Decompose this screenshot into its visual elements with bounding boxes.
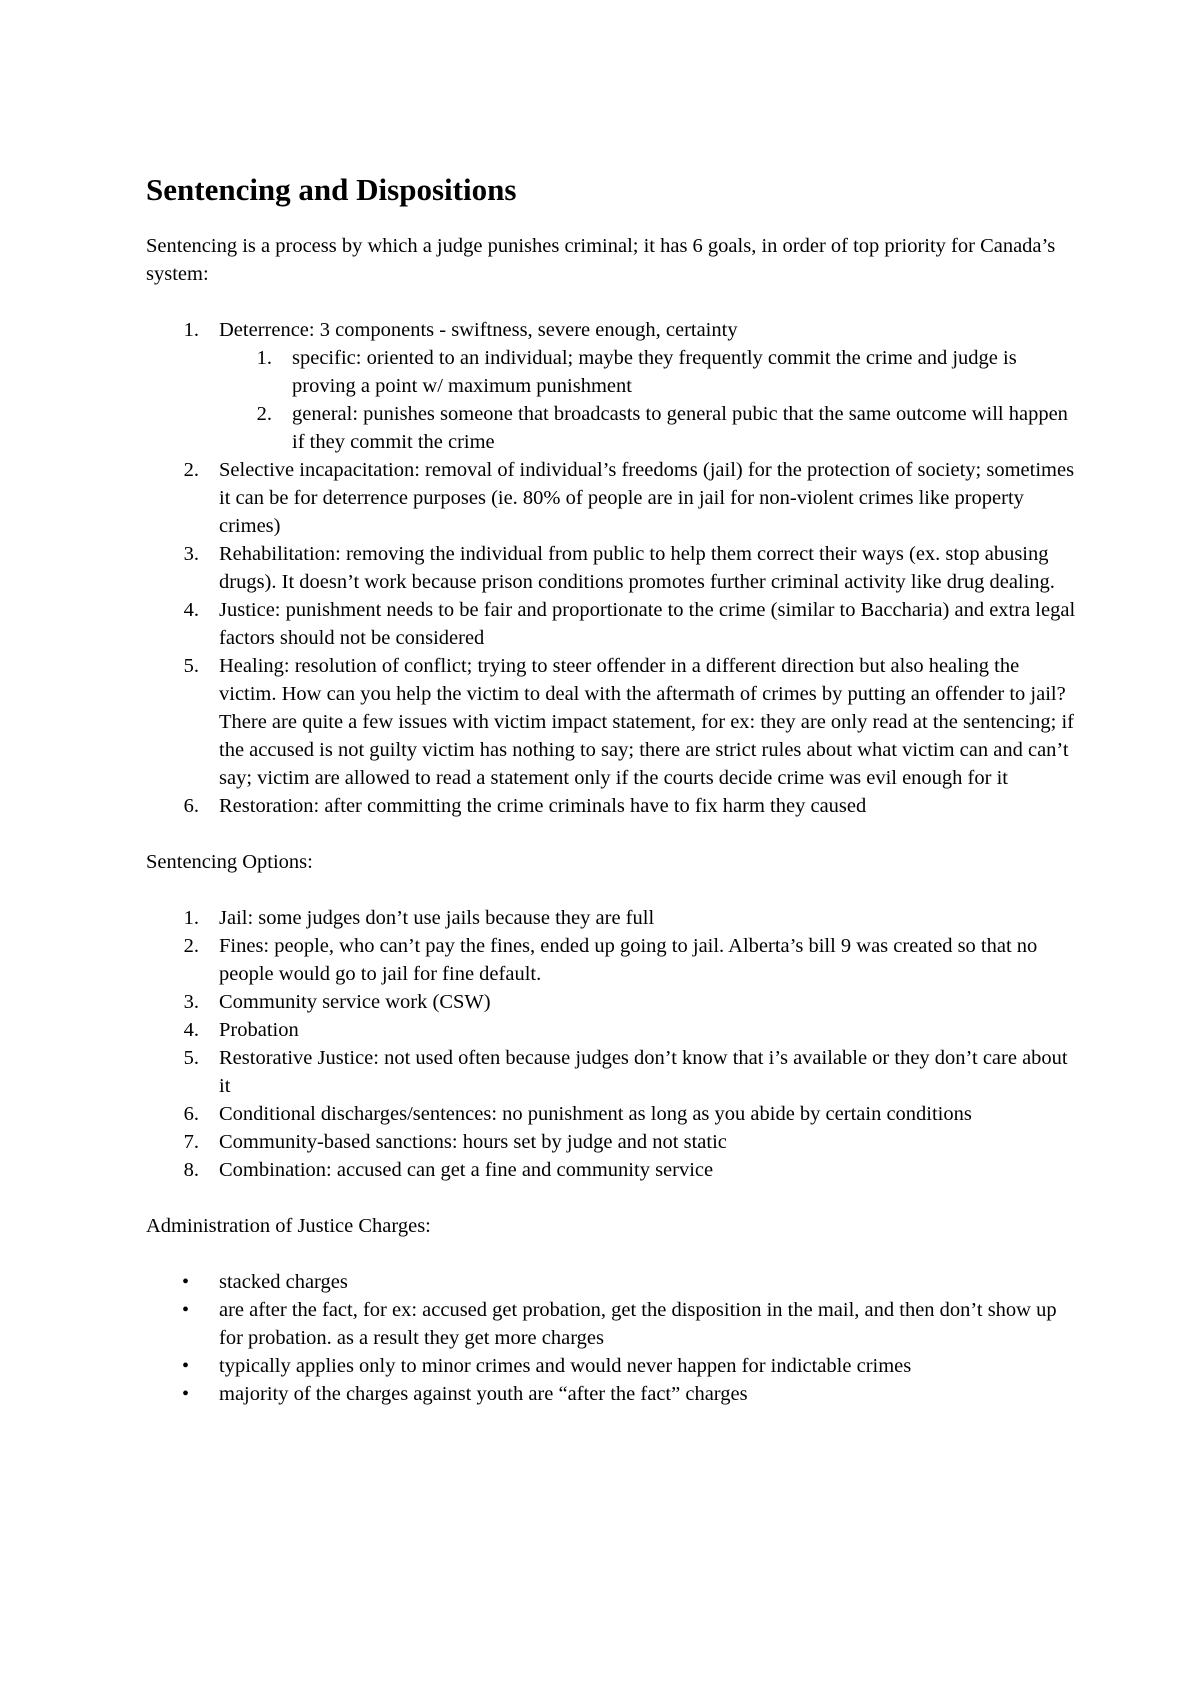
goal-text: Healing: resolution of conflict; trying to steer offender in a different direction but also healing the victim. How can you help the victim to deal with the aftermath of crimes by putting an offender to jail? There are quite a few issues with victim impact statement, for ex: they are only read at the sentencing; if the accused is not guilty victim has nothing to say; there are strict rules about what victim can and can’t say; victim are allowed to read a statement only if the courts decide crime was evil enough for it [219, 655, 1074, 789]
list-number: 1. [183, 319, 199, 341]
list-number: 4. [183, 1019, 199, 1041]
admin-text: typically applies only to minor crimes and would never happen for indictable crimes [219, 1355, 912, 1377]
list-number: 2. [183, 935, 199, 957]
list-number: 3. [183, 991, 199, 1013]
admin-text: stacked charges [219, 1271, 348, 1293]
sub-item-text: general: punishes someone that broadcasts to general pubic that the same outcome will happen if they commit the crime [292, 403, 1068, 453]
intro-paragraph: Sentencing is a process by which a judge punishes criminal; it has 6 goals, in order of top priority for Canada’s system: [146, 235, 1056, 285]
goal-text: Deterrence: 3 components - swiftness, severe enough, certainty [219, 319, 738, 341]
list-number: 3. [183, 543, 199, 565]
admin-text: are after the fact, for ex: accused get probation, get the disposition in the mail, and then don’t show up for probation. as a result they get more charges [219, 1299, 1057, 1349]
option-text: Combination: accused can get a fine and community service [219, 1159, 714, 1181]
admin-item [146, 1352, 1076, 1380]
admin-list [146, 1268, 1076, 1408]
bullet-icon: • [182, 1299, 190, 1321]
option-item [146, 1016, 1076, 1044]
option-item [146, 1044, 1076, 1100]
list-number: 7. [183, 1131, 199, 1153]
list-number: 1. [183, 907, 199, 929]
goal-text: Justice: punishment needs to be fair and proportionate to the crime (similar to Baccharia) and extra legal factors should not be considered [219, 599, 1076, 649]
option-item [146, 1128, 1076, 1156]
bullet-icon: • [182, 1271, 190, 1293]
option-item [146, 1156, 1076, 1184]
list-number: 6. [183, 1103, 199, 1125]
option-item [146, 932, 1076, 988]
goal-text: Selective incapacitation: removal of individual’s freedoms (jail) for the protection of society; sometimes it can be for deterrence purposes (ie. 80% of people are in jail for non-violent crimes like property crimes) [219, 459, 1075, 537]
list-number: 8. [183, 1159, 199, 1181]
bullet-icon: • [182, 1383, 190, 1405]
option-item [146, 1100, 1076, 1128]
list-number: 2. [256, 403, 272, 425]
sub-item [219, 344, 1076, 400]
admin-item [146, 1380, 1076, 1408]
goal-item [146, 456, 1076, 540]
goal-item [146, 316, 1076, 456]
list-number: 5. [183, 1047, 199, 1069]
option-text: Community service work (CSW) [219, 991, 491, 1013]
option-text: Community-based sanctions: hours set by judge and not static [219, 1131, 727, 1153]
document-page [146, 172, 1076, 1436]
goal-item [146, 540, 1076, 596]
bullet-icon: • [182, 1355, 190, 1377]
list-number: 4. [183, 599, 199, 621]
option-item [146, 904, 1076, 932]
list-number: 1. [256, 347, 272, 369]
list-number: 2. [183, 459, 199, 481]
goal-item [146, 596, 1076, 652]
option-text: Conditional discharges/sentences: no punishment as long as you abide by certain conditions [219, 1103, 972, 1125]
admin-item [146, 1268, 1076, 1296]
admin-heading: Administration of Justice Charges: [146, 1215, 431, 1237]
option-text: Restorative Justice: not used often because judges don’t know that i’s available or they don’t care about it [219, 1047, 1068, 1097]
goal-item [146, 792, 1076, 820]
option-text: Fines: people, who can’t pay the fines, ended up going to jail. Alberta’s bill 9 was created so that no people would go to jail for fine default. [219, 935, 1038, 985]
goal-text: Rehabilitation: removing the individual from public to help them correct their ways (ex. stop abusing drugs). It doesn’t work because prison conditions promotes further criminal activity like drug dealing. [219, 543, 1055, 593]
goals-list [146, 316, 1076, 820]
option-text: Probation [219, 1019, 299, 1041]
list-number: 5. [183, 655, 199, 677]
sub-item [219, 400, 1076, 456]
list-number: 6. [183, 795, 199, 817]
admin-item [146, 1296, 1076, 1352]
goal-item [146, 652, 1076, 792]
sub-item-text: specific: oriented to an individual; maybe they frequently commit the crime and judge is proving a point w/ maximum punishment [292, 347, 1017, 397]
goal-sublist [219, 344, 1076, 456]
option-item [146, 988, 1076, 1016]
admin-text: majority of the charges against youth are “after the fact” charges [219, 1383, 748, 1405]
page-title: Sentencing and Dispositions [146, 172, 517, 207]
options-list [146, 904, 1076, 1184]
options-heading: Sentencing Options: [146, 851, 313, 873]
option-text: Jail: some judges don’t use jails because they are full [219, 907, 655, 929]
goal-text: Restoration: after committing the crime criminals have to fix harm they caused [219, 795, 867, 817]
